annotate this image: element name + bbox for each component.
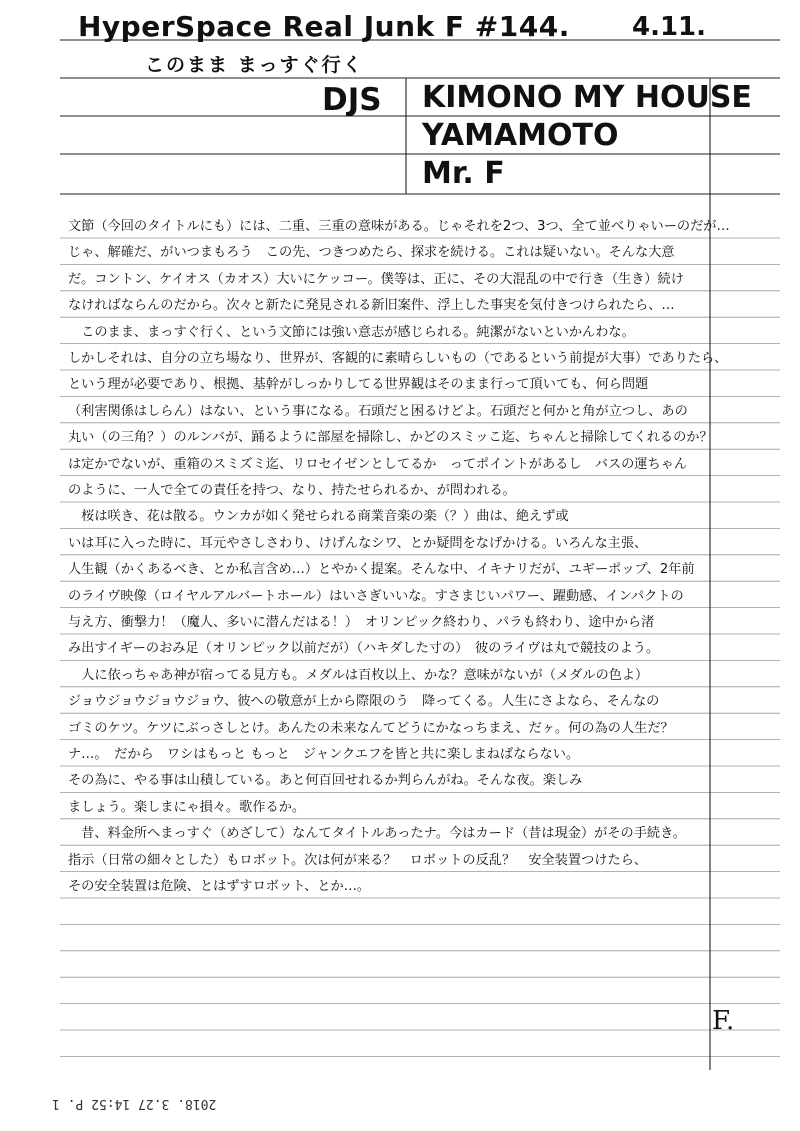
body-line: 与え方、衝撃力！（魔人、多いに潜んだはる！） オリンピック終わり、パラも終わり、途中から渚 (68, 615, 655, 630)
body-line: 丸い（の三角？）のルンバが、踊るように部屋を掃除し、かどのスミッこ迄、ちゃんと掃除してくれるのか？ (68, 430, 713, 446)
body-line: いは耳に入った時に、耳元やさしさわり、けげんなシワ、とか疑問をなげかける。いろんな主張、 (68, 535, 648, 551)
body-line: 文節（今回のタイトルにも）には、二重、三重の意味がある。じゃそれを2つ、3つ、全て並べりゃいーのだが… (68, 219, 730, 234)
fax-timestamp: 2018. 3.27 14:52 P. 1 (52, 1096, 217, 1111)
dj-name: Mr. F (422, 156, 505, 191)
page-title: HyperSpace Real Junk F #144. (78, 10, 570, 43)
body-line: み出すイギーのおみ足（オリンピック以前だが）（ハキダした寸の） 彼のライヴは丸で競技のよう。 (68, 641, 660, 657)
body-line: このまま、まっすぐ行く、という文節には強い意志が感じられる。純潔がないといかんわな。 (68, 324, 635, 340)
body-line: その為に、やる事は山積している。あと何百回せれるか判らんがね。そんな夜。楽しみ (68, 773, 583, 789)
body-line: ゴミのケツ。ケツにぶっさしとけ。あんたの未来なんてどうにかなっちまえ、だヶ。何の為の人生だ？ (68, 720, 674, 736)
body-line: ジョウジョウジョウジョウ、彼への敬意が上から際限のう 降ってくる。人生にさよなら、そんなの (68, 694, 660, 710)
body-line: のように、一人で全ての責任を持つ、なり、持たせられるか、が問われる。 (68, 483, 516, 498)
body-line: のライヴ映像（ロイヤルアルバートホール）はいさぎいいな。すさまじいパワー、躍動感、インパクトの (68, 588, 684, 604)
body-line: という理が必要であり、根拠、基幹がしっかりしてる世界観はそのまま行って頂いても、何ら問題 (68, 377, 649, 393)
body-line: じゃ、解確だ、がいつまもろう この先、つきつめたら、探求を続ける。これは疑いない。そんな大意 (68, 245, 675, 261)
djs-label: DJS (322, 82, 382, 118)
body-line: 人生観（かくあるべき、とか私言含め…）とやかく提案。そんな中、イキナリだが、ユギーポップ、2年前 (68, 562, 695, 578)
body-line: （利害関係はしらん）はない、という事になる。石頭だと困るけどよ。石頭だと何かと角が立つし、あの (68, 403, 688, 419)
body-line: なければならんのだから。次々と新たに発見される新旧案件、浮上した事実を気付きつけられたら、… (68, 298, 675, 314)
body-line: 昔、料金所へまっすぐ（めざして）なんてタイトルあったナ。今はカード（昔は現金）がその手続き。 (68, 826, 686, 842)
body-line: 指示（日常の細々とした）もロボット。次は何が来る？ ロボットの反乱？ 安全装置つけたら、 (68, 852, 648, 868)
body-line: ましょう。楽しまにゃ損々。歌作るか。 (68, 799, 306, 815)
dj-name: YAMAMOTO (422, 118, 619, 153)
body-line: その安全装置は危険、とはずすロボット、とか…。 (68, 879, 371, 894)
dj-name: KIMONO MY HOUSE (422, 80, 752, 115)
body-line: は定かでないが、重箱のスミズミ迄、リロセイゼンとしてるか ってポイントがあるし バスの運ちゃん (68, 456, 688, 472)
page-date: 4.11. (632, 12, 707, 42)
signature: F. (712, 1006, 735, 1036)
body-line: 桜は咲き、花は散る。ウンカが如く発せられる商業音楽の楽（？）曲は、絶えず或 (68, 509, 569, 525)
body-line: ナ…。 だから ワシはもっと もっと ジャンクエフを皆と共に楽しまねばならない。 (68, 747, 580, 762)
body-line: 人に依っちゃあ神が宿ってる見方も。メダルは百枚以上、かな？意味がないが（メダルの色よ） (68, 667, 649, 683)
body-line: だ。コントン、ケイオス（カオス）大いにケッコー。僕等は、正に、その大混乱の中で行き（生き）続け (68, 271, 684, 287)
episode-subtitle: このまま まっすぐ行く (145, 54, 364, 76)
body-line: しかしそれは、自分の立ち場なり、世界が、客観的に素晴らしいもの（であるという前提が大事）でありたら、 (68, 351, 728, 366)
